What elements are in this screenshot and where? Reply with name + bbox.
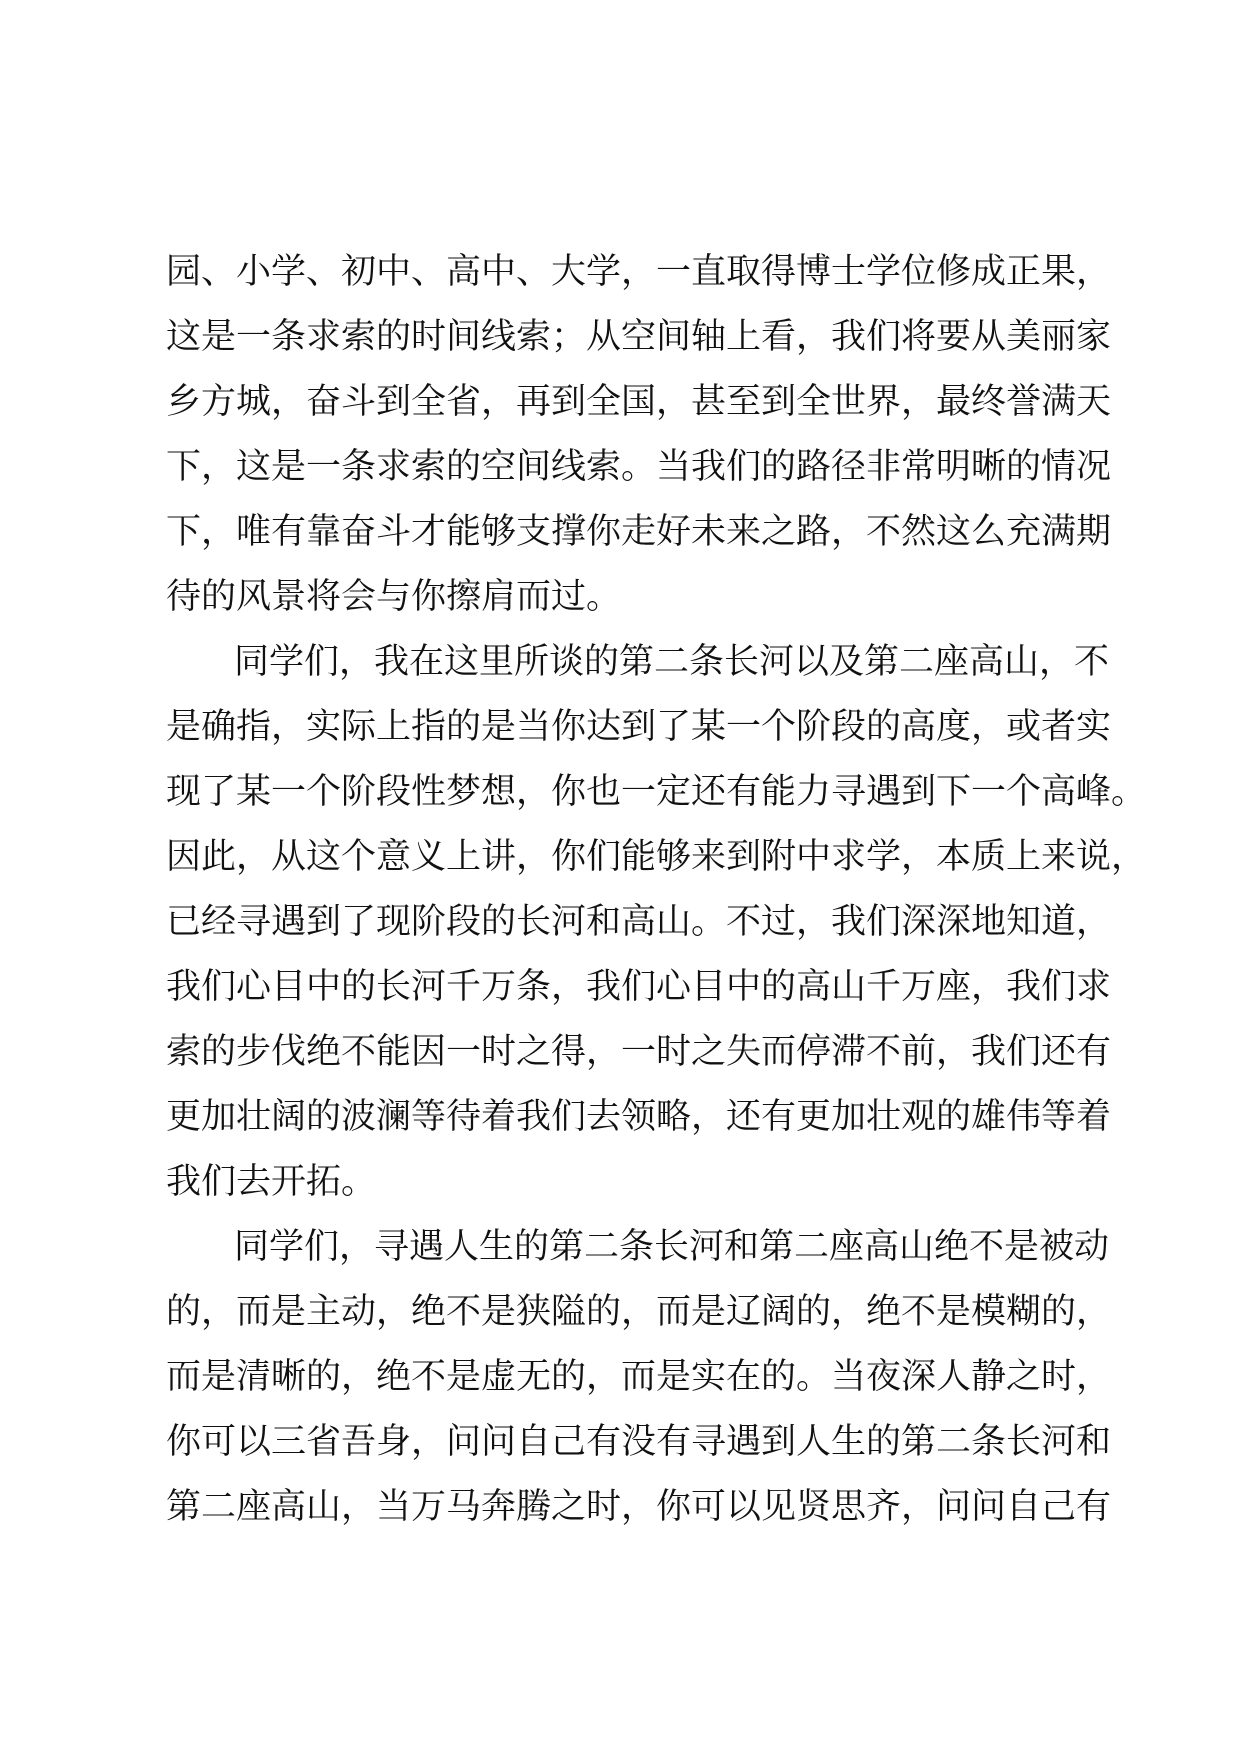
text-line: 第二座高山，当万马奔腾之时，你可以见贤思齐，问问自己有	[166, 1487, 1112, 1527]
text-line: 下，这是一条求索的空间线索。当我们的路径非常明晰的情况	[166, 447, 1112, 487]
paragraph-first-line: 同学们，寻遇人生的第二条长河和第二座高山绝不是被动	[234, 1227, 1110, 1267]
text-line: 而是清晰的，绝不是虚无的，而是实在的。当夜深人静之时，	[166, 1357, 1112, 1397]
text-line: 园、小学、初中、高中、大学，一直取得博士学位修成正果，	[166, 252, 1112, 292]
text-line: 我们去开拓。	[166, 1162, 377, 1202]
text-line: 现了某一个阶段性梦想，你也一定还有能力寻遇到下一个高峰。	[166, 772, 1147, 812]
paragraph-first-line: 同学们，我在这里所谈的第二条长河以及第二座高山，不	[234, 642, 1110, 682]
text-line: 更加壮阔的波澜等待着我们去领略，还有更加壮观的雄伟等着	[166, 1097, 1112, 1137]
text-line: 索的步伐绝不能因一时之得，一时之失而停滞不前，我们还有	[166, 1032, 1112, 1072]
text-line: 这是一条求索的时间线索；从空间轴上看，我们将要从美丽家	[166, 317, 1112, 357]
body-text	[166, 240, 1147, 1540]
text-line: 下，唯有靠奋斗才能够支撑你走好未来之路，不然这么充满期	[166, 512, 1112, 552]
text-line: 待的风景将会与你擦肩而过。	[166, 577, 622, 617]
text-line: 乡方城，奋斗到全省，再到全国，甚至到全世界，最终誉满天	[166, 382, 1112, 422]
text-line: 你可以三省吾身，问问自己有没有寻遇到人生的第二条长河和	[166, 1422, 1112, 1462]
text-line: 的，而是主动，绝不是狭隘的，而是辽阔的，绝不是模糊的，	[166, 1292, 1112, 1332]
text-line: 因此，从这个意义上讲，你们能够来到附中求学，本质上来说，	[166, 837, 1147, 877]
text-line: 是确指，实际上指的是当你达到了某一个阶段的高度，或者实	[166, 707, 1112, 747]
text-line: 已经寻遇到了现阶段的长河和高山。不过，我们深深地知道，	[166, 902, 1112, 942]
text-line: 我们心目中的长河千万条，我们心目中的高山千万座，我们求	[166, 967, 1112, 1007]
